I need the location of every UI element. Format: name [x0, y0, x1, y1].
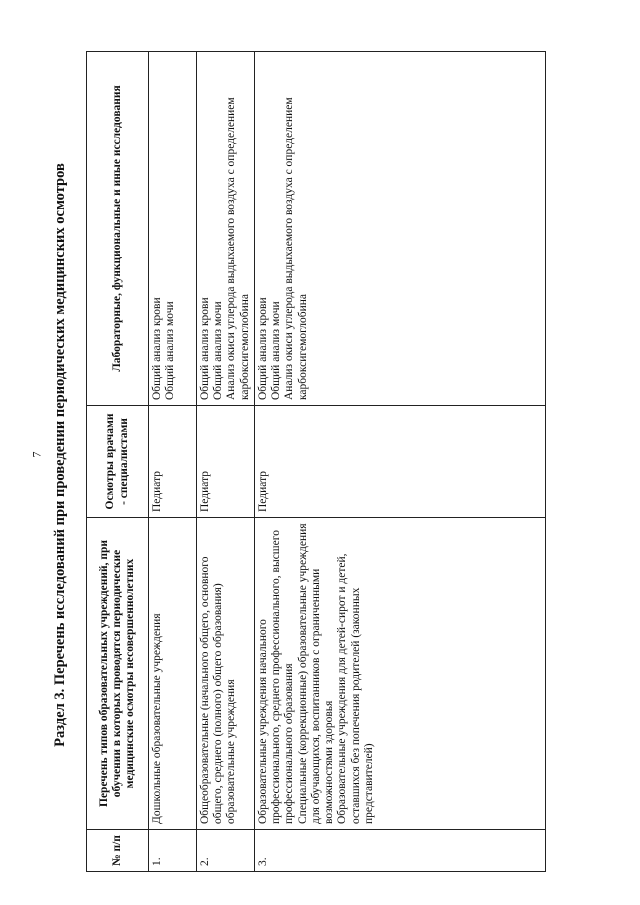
row-labs: [149, 52, 197, 406]
institution-line: Общеобразовательные (начального общего, основного общего, среднего (полного) общего образования) образовательные учреждения: [199, 556, 238, 824]
institution-line: Образовательные учреждения для детей-сирот и детей, оставшихся без попечения родителей (законных представителей): [336, 553, 375, 824]
header-num: № п/п: [87, 830, 149, 872]
lab-line: Общий анализ крови: [199, 297, 211, 400]
lab-line: Общий анализ крови: [257, 297, 269, 400]
table-row: [149, 52, 197, 872]
row-doctors: Педиатр: [197, 406, 255, 518]
rotated-page-content: [52, 30, 572, 880]
header-labs: Лабораторные, функциональные и иные исследования: [87, 52, 149, 406]
row-doctors: Педиатр: [255, 406, 546, 518]
examinations-table: [86, 51, 546, 872]
header-doctors: Осмотры врачами - специалистами: [87, 406, 149, 518]
row-num: 3.: [255, 830, 546, 872]
lab-line: Анализ окиси углерода выдыхаемого воздуха с определением карбоксигемоглобина: [283, 97, 309, 400]
row-institution: [197, 518, 255, 830]
row-num: 1.: [149, 830, 197, 872]
lab-line: Общий анализ мочи: [212, 301, 225, 400]
table-row: [255, 52, 546, 872]
row-institution: [255, 518, 546, 830]
institution-line: Специальные (коррекционные) образовательные учреждения для обучающихся, воспитанников с ограниченными возможностями здоровья: [296, 523, 336, 824]
table-row: [197, 52, 255, 872]
page-number: 7: [29, 451, 44, 458]
institution-line: Образовательные учреждения начального профессионального, среднего профессионального, высшего профессионального образования: [257, 530, 296, 824]
lab-line: Общий анализ мочи: [270, 301, 283, 400]
section-title: Раздел 3. Перечень исследований при проведении периодических медицинских осмотров: [52, 163, 68, 747]
lab-line: Общий анализ крови: [151, 297, 163, 400]
row-labs: [255, 52, 546, 406]
row-labs: [197, 52, 255, 406]
row-institution: [149, 518, 197, 830]
row-num: 2.: [197, 830, 255, 872]
table-header-row: [87, 52, 149, 872]
header-institution: Перечень типов образовательных учреждений, при обучении в которых проводятся периодические медицинские осмотры несовершеннолетних: [87, 518, 149, 830]
row-doctors: Педиатр: [149, 406, 197, 518]
lab-line: Общий анализ мочи: [164, 301, 177, 400]
lab-line: Анализ окиси углерода выдыхаемого воздуха с определением карбоксигемоглобина: [225, 97, 251, 400]
institution-line: Дошкольные образовательные учреждения: [151, 613, 163, 824]
